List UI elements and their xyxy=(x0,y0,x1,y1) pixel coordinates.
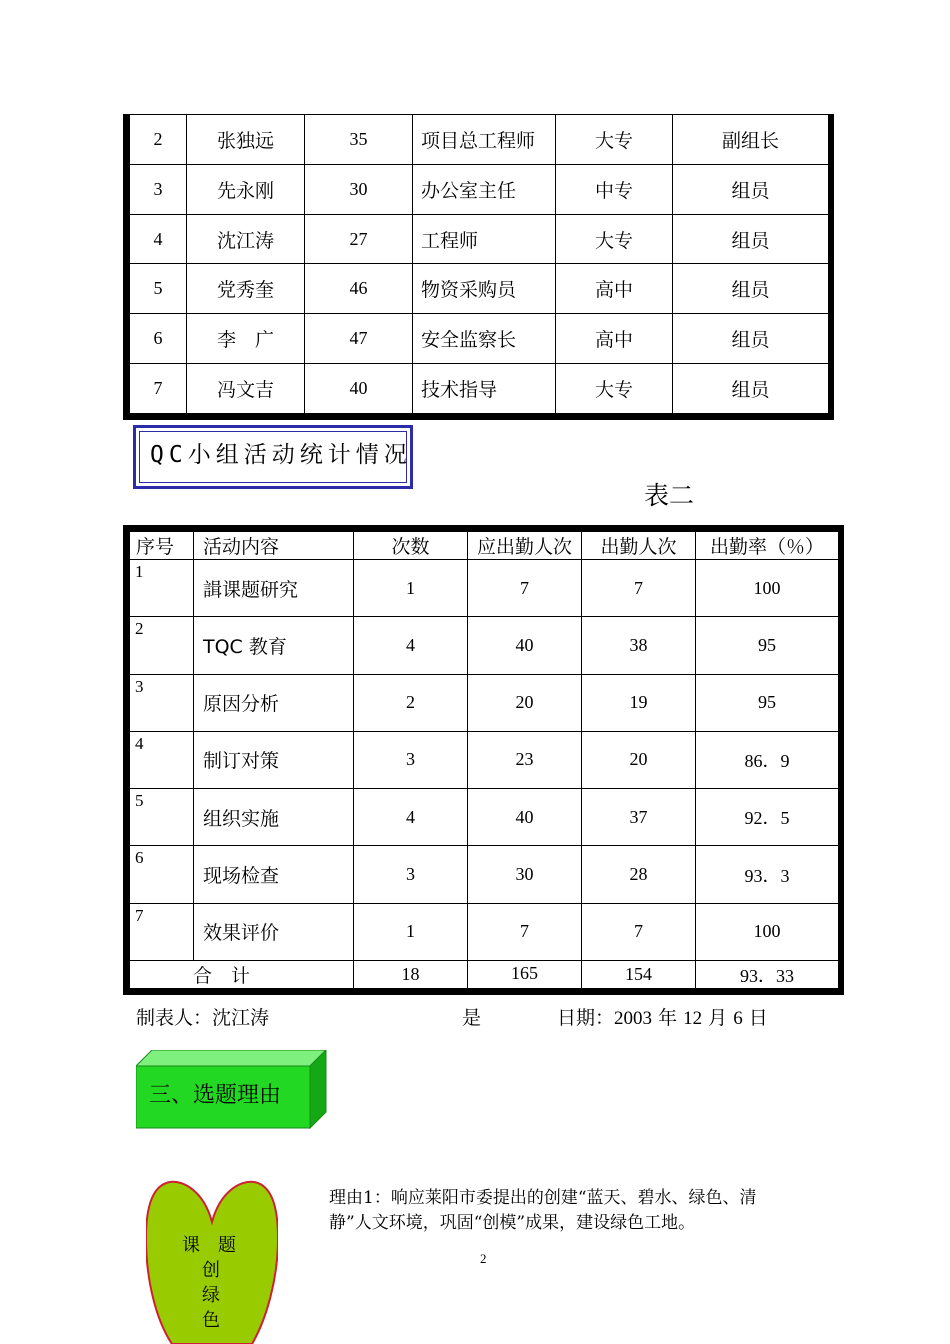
stats-expected-cell: 40 xyxy=(468,617,582,674)
stats-count-cell: 4 xyxy=(354,617,468,674)
stats-row xyxy=(130,617,839,674)
stats-actual-cell: 28 xyxy=(582,846,696,903)
heart-text-line3: 绿 xyxy=(202,1285,220,1306)
date-day: 6 xyxy=(733,1008,743,1029)
member-role-cell: 组员 xyxy=(673,164,829,214)
header-cell: 次数 xyxy=(354,532,468,560)
stats-expected-cell: 30 xyxy=(468,846,582,903)
stats-no-cell: 1 xyxy=(130,560,194,617)
stats-activity-cell: TQC 教育 xyxy=(194,617,354,674)
section-title: QC小组活动统计情况 xyxy=(150,442,412,468)
member-education-cell: 高中 xyxy=(556,264,673,314)
member-no-cell: 6 xyxy=(130,314,187,364)
date-prefix: 日期： xyxy=(557,1007,615,1029)
member-name-cell: 沈江涛 xyxy=(187,214,305,264)
total-row xyxy=(130,961,839,989)
date-year-char: 年 xyxy=(658,1007,678,1029)
stats-rate-cell: 95 xyxy=(696,674,839,731)
member-no-cell: 7 xyxy=(130,364,187,414)
header-cell: 出勤率（％） xyxy=(696,532,839,560)
date-month-char: 月 xyxy=(708,1007,728,1029)
member-age-cell: 27 xyxy=(305,214,413,264)
stats-rate-cell: 100 xyxy=(696,560,839,617)
member-position-cell: 安全监察长 xyxy=(413,314,556,364)
stats-activity-cell: 制订对策 xyxy=(194,731,354,788)
member-name-cell: 先永刚 xyxy=(187,164,305,214)
members-table xyxy=(123,114,834,420)
member-name-cell: 李 广 xyxy=(187,314,305,364)
stats-table xyxy=(123,525,844,995)
stats-expected-cell: 7 xyxy=(468,560,582,617)
member-row xyxy=(130,314,829,364)
stats-row xyxy=(130,560,839,617)
stats-activity-cell: 效果评价 xyxy=(194,903,354,960)
member-row xyxy=(130,115,829,165)
stats-no-cell: 2 xyxy=(130,617,194,674)
stats-row xyxy=(130,731,839,788)
member-row xyxy=(130,364,829,414)
stats-actual-cell: 7 xyxy=(582,903,696,960)
date-year: 2003 xyxy=(614,1008,653,1029)
stats-count-cell: 4 xyxy=(354,789,468,846)
member-name-cell: 冯文吉 xyxy=(187,364,305,414)
member-role-cell: 副组长 xyxy=(673,115,829,165)
stats-expected-cell: 7 xyxy=(468,903,582,960)
stats-row xyxy=(130,789,839,846)
member-row xyxy=(130,264,829,314)
stats-no-cell: 4 xyxy=(130,731,194,788)
stats-no-cell: 3 xyxy=(130,674,194,731)
member-no-cell: 3 xyxy=(130,164,187,214)
stats-no-cell: 5 xyxy=(130,789,194,846)
stats-rate-cell: 100 xyxy=(696,903,839,960)
stats-actual-cell: 20 xyxy=(582,731,696,788)
member-row xyxy=(130,214,829,264)
heart-text-line2: 创 xyxy=(202,1260,220,1281)
stats-header-row xyxy=(130,532,839,560)
stats-row xyxy=(130,903,839,960)
date-day-char: 日 xyxy=(748,1007,768,1029)
date-month: 12 xyxy=(683,1008,703,1029)
member-role-cell: 组员 xyxy=(673,214,829,264)
stats-activity-cell: 原因分析 xyxy=(194,674,354,731)
table-maker: 制表人：沈江涛 xyxy=(136,1007,270,1029)
member-age-cell: 47 xyxy=(305,314,413,364)
member-position-cell: 技术指导 xyxy=(413,364,556,414)
member-education-cell: 大专 xyxy=(556,364,673,414)
member-no-cell: 4 xyxy=(130,214,187,264)
total-label: 合 计 xyxy=(130,961,354,989)
reason-text: 理由1：响应莱阳市委提出的创建“蓝天、碧水、绿色、清静”人文环境，巩固“创模”成果，建设绿色工地。 xyxy=(329,1188,757,1233)
member-education-cell: 大专 xyxy=(556,115,673,165)
member-education-cell: 大专 xyxy=(556,214,673,264)
total-count: 18 xyxy=(354,961,468,989)
stats-row xyxy=(130,846,839,903)
stats-actual-cell: 19 xyxy=(582,674,696,731)
member-age-cell: 30 xyxy=(305,164,413,214)
stats-activity-cell: 组织实施 xyxy=(194,789,354,846)
stats-activity-cell: 諿课题研究 xyxy=(194,560,354,617)
member-row xyxy=(130,164,829,214)
header-cell: 活动内容 xyxy=(194,532,354,560)
stats-count-cell: 3 xyxy=(354,731,468,788)
stats-no-cell: 7 xyxy=(130,903,194,960)
member-position-cell: 工程师 xyxy=(413,214,556,264)
member-position-cell: 办公室主任 xyxy=(413,164,556,214)
member-name-cell: 张独远 xyxy=(187,115,305,165)
header-cell: 应出勤人次 xyxy=(468,532,582,560)
stats-count-cell: 2 xyxy=(354,674,468,731)
stats-expected-cell: 23 xyxy=(468,731,582,788)
section3-title: 三、选题理由 xyxy=(149,1083,282,1108)
stats-expected-cell: 20 xyxy=(468,674,582,731)
member-position-cell: 物资采购员 xyxy=(413,264,556,314)
stats-no-cell: 6 xyxy=(130,846,194,903)
stats-expected-cell: 40 xyxy=(468,789,582,846)
heart-text-line1: 课 题 xyxy=(182,1235,236,1256)
stats-actual-cell: 7 xyxy=(582,560,696,617)
member-education-cell: 高中 xyxy=(556,314,673,364)
member-role-cell: 组员 xyxy=(673,314,829,364)
total-actual: 154 xyxy=(582,961,696,989)
stats-count-cell: 3 xyxy=(354,846,468,903)
member-education-cell: 中专 xyxy=(556,164,673,214)
stats-rate-cell: 86．9 xyxy=(696,731,839,788)
stats-rate-cell: 95 xyxy=(696,617,839,674)
member-name-cell: 党秀奎 xyxy=(187,264,305,314)
table-date xyxy=(557,1003,768,1030)
member-age-cell: 40 xyxy=(305,364,413,414)
stats-activity-cell: 现场检查 xyxy=(194,846,354,903)
page-number: 2 xyxy=(480,1251,487,1266)
header-cell: 序号 xyxy=(130,532,194,560)
member-age-cell: 46 xyxy=(305,264,413,314)
member-no-cell: 5 xyxy=(130,264,187,314)
total-expected: 165 xyxy=(468,961,582,989)
stats-rate-cell: 93．3 xyxy=(696,846,839,903)
stats-count-cell: 1 xyxy=(354,560,468,617)
footer-mark: 是 xyxy=(462,1007,482,1029)
table-label: 表二 xyxy=(644,481,695,510)
stats-rate-cell: 92．5 xyxy=(696,789,839,846)
total-rate: 93．33 xyxy=(696,961,839,989)
header-cell: 出勤人次 xyxy=(582,532,696,560)
stats-count-cell: 1 xyxy=(354,903,468,960)
member-no-cell: 2 xyxy=(130,115,187,165)
stats-actual-cell: 38 xyxy=(582,617,696,674)
member-role-cell: 组员 xyxy=(673,364,829,414)
member-age-cell: 35 xyxy=(305,115,413,165)
member-position-cell: 项目总工程师 xyxy=(413,115,556,165)
member-role-cell: 组员 xyxy=(673,264,829,314)
stats-row xyxy=(130,674,839,731)
stats-actual-cell: 37 xyxy=(582,789,696,846)
heart-text-line4: 色 xyxy=(202,1310,220,1331)
